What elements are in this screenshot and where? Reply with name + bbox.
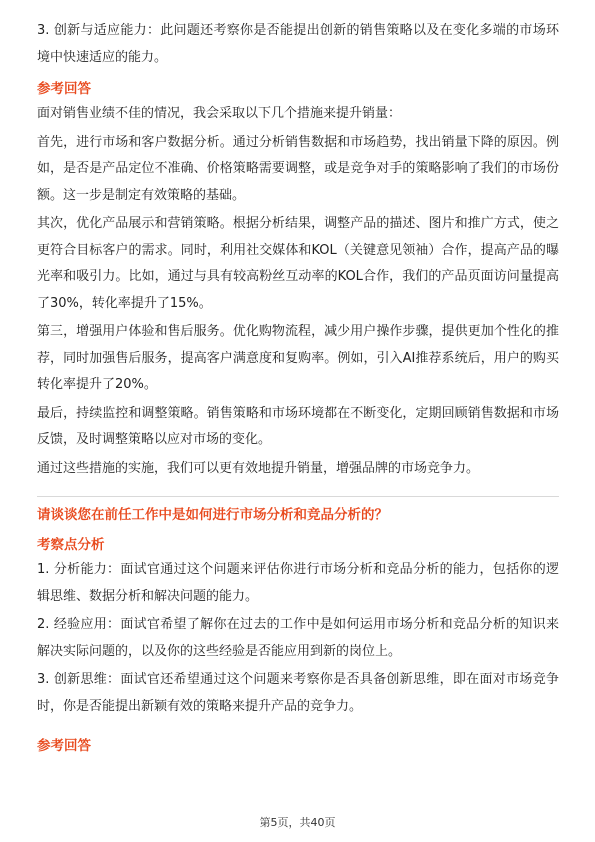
- page-footer: 第5页，共40页: [259, 816, 336, 829]
- analysis-point-1: 1. 分析能力：面试官通过这个问题来评估你进行市场分析和竞品分析的能力，包括你的逻辑思维、数据分析和解决问题的能力。: [37, 562, 559, 604]
- reference-answer-heading-2: 参考回答: [37, 738, 91, 754]
- reference-answer-heading: 参考回答: [37, 81, 91, 97]
- answer-paragraph-second: 其次，优化产品展示和营销策略。根据分析结果，调整产品的描述、图片和推广方式，使之更符合目标客户的需求。同时，利用社交媒体和KOL（关键意见领袖）合作，提高产品的曝光率和吸引力。比如，通过与具有较高粉丝互动率的KOL合作，我们的产品页面访问量提高了30%，转化率提升了15%。: [37, 216, 559, 311]
- analysis-point-3: 3. 创新与适应能力：此问题还考察你是否能提出创新的销售策略以及在变化多端的市场环境中快速适应的能力。: [37, 23, 559, 65]
- analysis-point-2: 2. 经验应用：面试官希望了解你在过去的工作中是如何运用市场分析和竞品分析的知识来解决实际问题的，以及你的这些经验是否能应用到新的岗位上。: [37, 617, 559, 659]
- analysis-point-3-b: 3. 创新思维：面试官还希望通过这个问题来考察你是否具备创新思维，即在面对市场竞争时，你是否能提出新颖有效的策略来提升产品的竞争力。: [37, 672, 559, 714]
- answer-paragraph-first: 首先，进行市场和客户数据分析。通过分析销售数据和市场趋势，找出销量下降的原因。例如，是否是产品定位不准确、价格策略需要调整，或是竞争对手的策略影响了我们的市场份额。这一步是制定有效策略的基础。: [37, 134, 559, 203]
- document-page: [37, 18, 559, 758]
- answer-paragraph-third: 第三，增强用户体验和售后服务。优化购物流程，减少用户操作步骤，提供更加个性化的推荐，同时加强售后服务，提高客户满意度和复购率。例如，引入AI推荐系统后，用户的购买转化率提升了20%。: [37, 324, 559, 392]
- interview-question: 请谈谈您在前任工作中是如何进行市场分析和竞品分析的？: [37, 507, 388, 523]
- answer-conclusion: 通过这些措施的实施，我们可以更有效地提升销量，增强品牌的市场竞争力。: [37, 460, 480, 476]
- section-divider: [37, 496, 559, 497]
- analysis-heading: 考察点分析: [37, 537, 105, 553]
- answer-intro: 面对销售业绩不佳的情况，我会采取以下几个措施来提升销量：: [37, 106, 402, 121]
- answer-paragraph-last: 最后，持续监控和调整策略。销售策略和市场环境都在不断变化，定期回顾销售数据和市场反馈，及时调整策略以应对市场的变化。: [37, 405, 559, 447]
